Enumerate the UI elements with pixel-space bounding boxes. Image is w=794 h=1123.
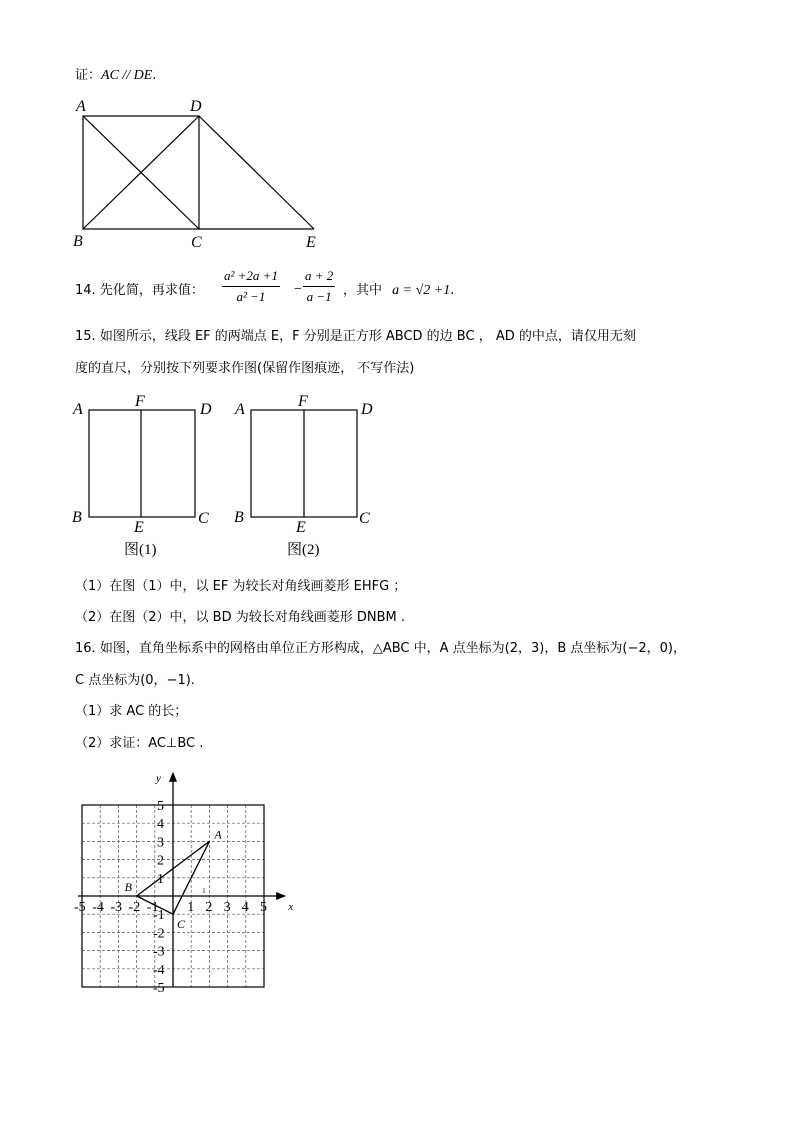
y-tick-label: 2: [157, 853, 164, 869]
q14-frac2-denominator: a −1: [306, 289, 332, 304]
small-one-label: 1: [202, 887, 206, 895]
fig2-label-b: B: [234, 509, 244, 526]
fig1-label-d: D: [200, 401, 212, 418]
y-tick-label: 1: [157, 871, 164, 887]
q16-number: 16.: [75, 641, 96, 656]
q14-where: ，其中: [343, 283, 383, 298]
q13-statement: AC // DE: [101, 68, 153, 83]
fig1-label-c: C: [198, 510, 209, 527]
figure-13: [70, 94, 330, 254]
x-tick-label: 1: [187, 900, 195, 915]
label-a: A: [76, 98, 86, 115]
label-c: C: [191, 234, 202, 251]
y-tick-label: -1: [153, 908, 165, 924]
q14-condition: [343, 282, 454, 300]
y-tick-label: 4: [157, 817, 164, 833]
q14-frac1-numerator: a² +2a +1: [222, 268, 280, 287]
y-tick-label: -2: [153, 926, 165, 942]
axes: [78, 772, 293, 987]
q14-frac1-denominator: a² −1: [236, 289, 266, 304]
x-tick-label: -1: [146, 900, 159, 915]
x-axis-label: x: [288, 901, 294, 913]
x-tick-label: 5: [260, 900, 267, 915]
fig2-label-a: A: [235, 401, 245, 418]
x-tick-label: -4: [92, 900, 104, 915]
q15-figure-2: [230, 390, 390, 562]
q14-number: 14.: [75, 283, 96, 298]
point-label-b: B: [124, 880, 132, 894]
x-axis-arrow: [276, 892, 286, 900]
fig2-caption: 图(2): [287, 542, 320, 558]
q14-text: 先化简，再求值：: [99, 283, 204, 298]
y-tick-label: -3: [153, 944, 165, 960]
fig1-label-e: E: [134, 519, 144, 536]
x-tick-label: 2: [205, 900, 213, 915]
q13-end: .: [152, 68, 157, 83]
q14-value: a = √2 +1: [392, 283, 451, 298]
q14-intro: [75, 282, 204, 300]
q14-frac2-numerator: a + 2: [303, 268, 335, 287]
q15-figure-1: [68, 390, 228, 562]
x-tick-label: 4: [241, 900, 249, 915]
y-tick-label: -5: [153, 981, 165, 996]
q14-fraction-2: [303, 268, 335, 305]
fig1-label-f: F: [135, 393, 145, 410]
q16-line1: [75, 640, 686, 658]
segment-de: [199, 116, 314, 229]
q15-text-line1: 如图所示，线段 EF 的两端点 E，F 分别是正方形 ABCD 的边 BC ， AD 的中点，请仅用无刻: [99, 329, 636, 344]
square-fig1: [89, 410, 195, 517]
label-d: D: [190, 98, 202, 115]
y-axis-label: y: [156, 772, 161, 785]
q16-line2: C 点坐标为(0，−1).: [75, 673, 195, 688]
point-label-c: C: [177, 917, 186, 932]
fig1-caption: 图(1): [124, 542, 157, 558]
q15-number: 15.: [75, 329, 96, 344]
q15-sub1: （1）在图（1）中，以 EF 为较长对角线画菱形 EHFG ；: [75, 579, 407, 594]
x-tick-label: 3: [223, 900, 231, 915]
fig2-label-e: E: [296, 519, 306, 536]
y-tick-label: -4: [153, 962, 165, 978]
point-label-a: A: [214, 827, 222, 842]
tick-labels: [74, 799, 267, 996]
x-tick-label: -5: [74, 900, 86, 915]
q14-fraction-1: [222, 268, 280, 305]
q15-sub2: （2）在图（2）中，以 BD 为较长对角线画菱形 DNBM .: [75, 610, 406, 625]
x-tick-label: -2: [128, 900, 141, 915]
q14-minus: −: [294, 282, 302, 297]
q15-line1: [75, 328, 636, 346]
y-axis-arrow: [169, 772, 177, 782]
q13-proof-line: [75, 67, 157, 85]
q16-sub2: （2）求证：AC⊥BC .: [75, 736, 204, 751]
label-b: B: [73, 233, 83, 250]
q15-line2: 度的直尺，分别按下列要求作图(保留作图痕迹， 不写作法): [75, 361, 415, 376]
fig2-label-c: C: [359, 510, 370, 527]
y-tick-label: 5: [157, 799, 164, 814]
coordinate-plot: [70, 765, 300, 997]
q16-sub1: （1）求 AC 的长；: [75, 704, 188, 719]
fig1-label-b: B: [72, 509, 82, 526]
y-tick-label: 3: [157, 835, 164, 851]
fig2-label-f: F: [298, 393, 308, 410]
q13-prefix: 证：: [75, 68, 102, 83]
fig1-label-a: A: [73, 401, 83, 418]
x-tick-label: -3: [110, 900, 123, 915]
q16-text-line1: 如图，直角坐标系中的网格由单位正方形构成，△ABC 中，A 点坐标为(2，3)，B 点坐标为(−2，0)，: [99, 641, 686, 656]
fig2-label-d: D: [361, 401, 373, 418]
label-e: E: [306, 234, 316, 251]
q14-end: .: [450, 283, 455, 298]
